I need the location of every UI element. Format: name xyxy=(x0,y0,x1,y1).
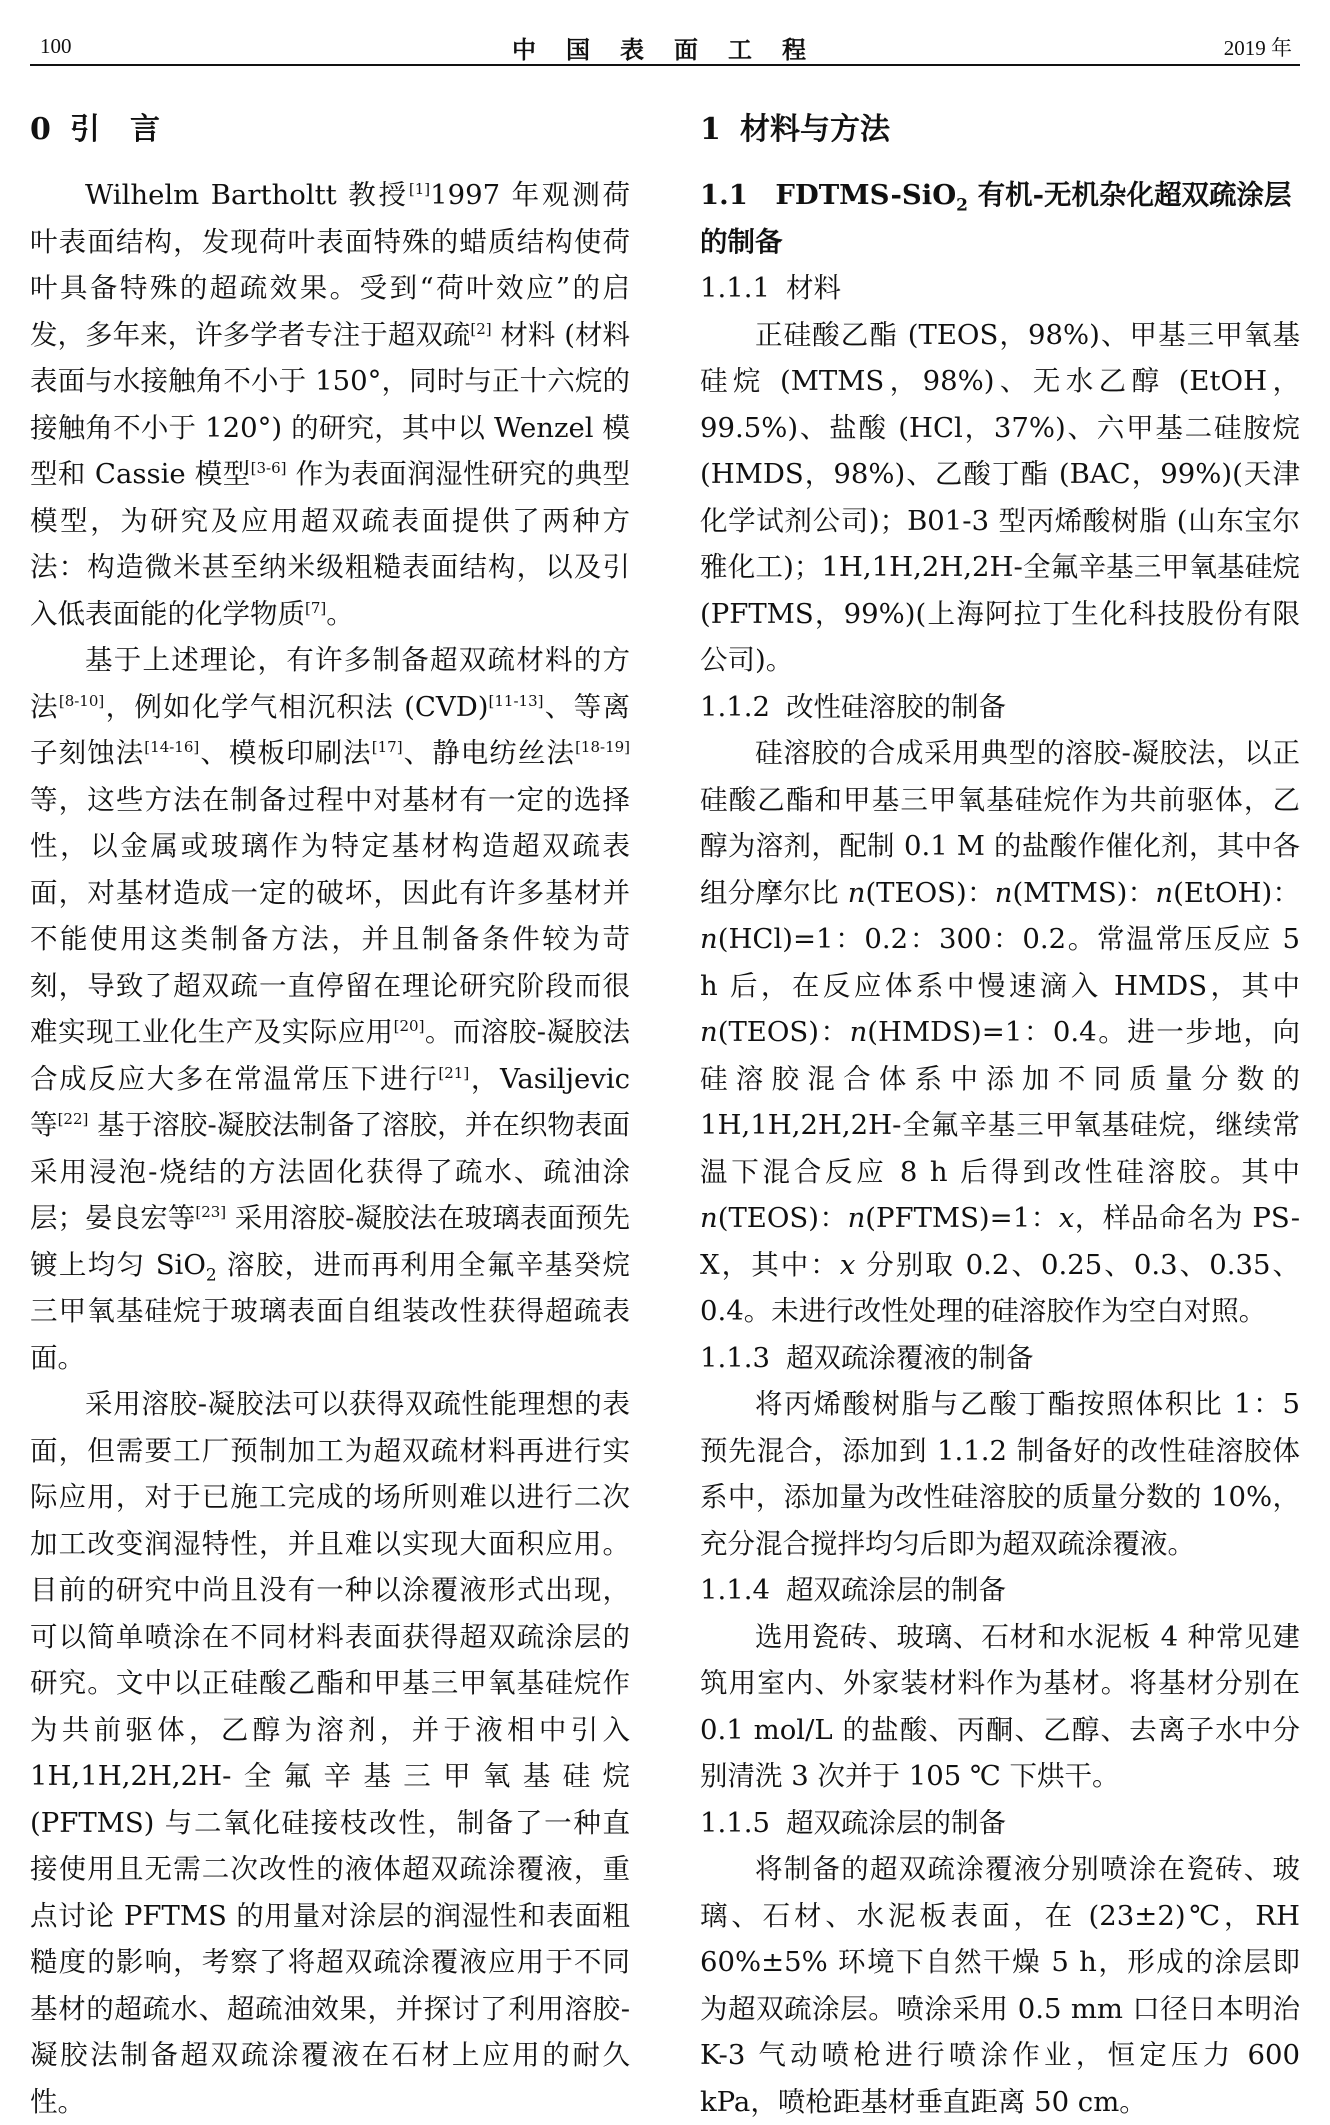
citation[interactable]: [17] xyxy=(371,737,403,756)
publication-year: 2019 年 xyxy=(1223,36,1292,60)
section-title-methods xyxy=(700,108,1300,152)
right-column xyxy=(700,108,1300,2125)
citation[interactable]: [18-19] xyxy=(575,737,631,756)
page-header xyxy=(30,24,1300,66)
intro-paragraph-2: 基于上述理论，有许多制备超双疏材料的方法[8-10]，例如化学气相沉积法 (CVD)[11-13]、等离子刻蚀法[14-16]、模板印刷法[17]、静电纺丝法[18-19]等，这些方法在制备过程中对基材有一定的选择性，以金属或玻璃作为特定基材构造超双疏表面，对基材造成一定的破坏，因此有许多基材并不能使用这类制备方法，并且制备条件较为苛刻，导致了超双疏一直停留在理论研究阶段而很难实现工业化生产及实际应用[20]。而溶胶-凝胶法合成反应大多在常温常压下进行[21]，Vasiljevic 等[22] 基于溶胶-凝胶法制备了溶胶，并在织物表面采用浸泡-烧结的方法固化获得了疏水、疏油涂层；晏良宏等[23] 采用溶胶-凝胶法在玻璃表面预先镀上均匀 SiO$_2$ 溶胶，进而再利用全氟辛基癸烷三甲氧基硅烷于玻璃表面自组装改性获得超疏表面。 xyxy=(30,644,631,1374)
subsubsection-title-1-1-2: 1.1.2 改性硅溶胶的制备 xyxy=(700,690,1006,723)
citation[interactable]: [1] xyxy=(408,179,431,198)
materials-paragraph: 正硅酸乙酯 (TEOS，98%)、甲基三甲氧基硅烷 (MTMS，98%)、无水乙醇 (EtOH，99.5%)、盐酸 (HCl，37%)、六甲基二硅胺烷 (HMDS，98%)、乙酸丁酯 (BAC，99%)(天津化学试剂公司)；B01-3 型丙烯酸树脂 (山东宝尔雅化工)；1H,1H,2H,2H-全氟辛基三甲氧基硅烷 (PFTMS，99%)(上海阿拉丁生化科技股份有限公司)。 xyxy=(700,318,1300,676)
subsubsection-title-1-1-4: 1.1.4 超双疏涂层的制备 xyxy=(700,1574,1006,1606)
intro-paragraph-3: 采用溶胶-凝胶法可以获得双疏性能理想的表面，但需要工厂预制加工为超双疏材料再进行实际应用，对于已施工完成的场所则难以进行二次加工改变润湿特性，并且难以实现大面积应用。目前的研究中尚且没有一种以涂覆液形式出现，可以简单喷涂在不同材料表面获得超双疏涂层的研究。文中以正硅酸乙酯和甲基三甲氧基硅烷作为共前驱体，乙醇为溶剂，并于液相中引入 1H,1H,2H,2H-全氟辛基三甲氧基硅烷 (PFTMS) 与二氧化硅接枝改性，制备了一种直接使用且无需二次改性的液体超双疏涂覆液，重点讨论 PFTMS 的用量对涂层的润湿性和表面粗糙度的影响，考察了将超双疏涂覆液应用于不同基材的超疏水、超疏油效果，并探讨了利用溶胶-凝胶法制备超双疏涂覆液在石材上应用的耐久性。 xyxy=(30,1388,630,2118)
subsubsection-title-1-1-5: 1.1.5 超双疏涂层的制备 xyxy=(700,1806,1006,1839)
subsubsection-title-1-1-3: 1.1.3 超双疏涂覆液的制备 xyxy=(700,1341,1034,1374)
section-heading: 引 言 xyxy=(70,112,160,147)
subsection-title-1-1: 1.1 FDTMS-SiO$_2$ 有机-无机杂化超双疏涂层的制备 xyxy=(700,179,1292,258)
citation[interactable]: [20] xyxy=(393,1016,425,1035)
coating-liquid-paragraph: 将丙烯酸树脂与乙酸丁酯按照体积比 1：5 预先混合，添加到 1.1.2 制备好的改性硅溶胶体系中，添加量为改性硅溶胶的质量分数的 10%，充分混合搅拌均匀后即为超双疏涂覆液。 xyxy=(700,1388,1300,1560)
spray-coating-paragraph: 将制备的超双疏涂覆液分别喷涂在瓷砖、玻璃、石材、水泥板表面，在 (23±2)℃，RH 60%±5% 环境下自然干燥 5 h，形成的涂层即为超双疏涂层。喷涂采用 0.5 mm 口径日本明治 K-3 气动喷枪进行喷涂作业，恒定压力 600 kPa，喷枪距基材垂直距离 50 cm。 xyxy=(700,1853,1300,2118)
citation[interactable]: [23] xyxy=(195,1202,227,1221)
citation[interactable]: [11-13] xyxy=(488,691,544,710)
citation[interactable]: [22] xyxy=(57,1109,89,1128)
section-number: 1 xyxy=(700,112,721,147)
citation[interactable]: [7] xyxy=(305,598,327,617)
section-heading: 材料与方法 xyxy=(740,112,890,147)
subsubsection-title-1-1-1: 1.1.1 材料 xyxy=(700,272,841,304)
left-column xyxy=(30,108,630,2125)
citation[interactable]: [8-10] xyxy=(58,691,105,710)
section-title-introduction xyxy=(30,108,630,152)
citation[interactable]: [3-6] xyxy=(250,458,287,477)
journal-title: 中 国 表 面 工 程 xyxy=(512,38,818,64)
substrate-paragraph: 选用瓷砖、玻璃、石材和水泥板 4 种常见建筑用室内、外家装材料作为基材。将基材分别在 0.1 mol/L 的盐酸、丙酮、乙醇、去离子水中分别清洗 3 次并于 105 ℃ 下烘干。 xyxy=(700,1620,1300,1792)
intro-paragraph-1: Wilhelm Bartholtt 教授[1]1997 年观测荷叶表面结构，发现荷叶表面特殊的蜡质结构使荷叶具备特殊的超疏效果。受到“荷叶效应”的启发，多年来，许多学者专注于超双疏[2] 材料 (材料表面与水接触角不小于 150°，同时与正十六烷的接触角不小于 120°) 的研究，其中以 Wenzel 模型和 Cassie 模型[3-6] 作为表面润湿性研究的典型模型，为研究及应用超双疏表面提供了两种方法：构造微米甚至纳米级粗糙表面结构，以及引入低表面能的化学物质[7]。 xyxy=(30,179,630,630)
citation[interactable]: [14-16] xyxy=(144,737,200,756)
citation[interactable]: [2] xyxy=(470,319,492,338)
citation[interactable]: [21] xyxy=(438,1063,470,1082)
page-number: 100 xyxy=(40,34,72,58)
silica-sol-paragraph: 硅溶胶的合成采用典型的溶胶-凝胶法，以正硅酸乙酯和甲基三甲氧基硅烷作为共前驱体，乙醇为溶剂，配制 0.1 M 的盐酸作催化剂，其中各组分摩尔比 n(TEOS)：n(MTMS)：n(EtOH)：n(HCl)=1：0.2：300：0.2。常温常压反应 5 h 后，在反应体系中慢速滴入 HMDS，其中 n(TEOS)：n(HMDS)=1：0.4。进一步地，向硅溶胶混合体系中添加不同质量分数的 1H,1H,2H,2H-全氟辛基三甲氧基硅烷，继续常温下混合反应 8 h 后得到改性硅溶胶。其中 n(TEOS)：n(PFTMS)=1：x，样品命名为 PS-X，其中：x 分别取 0.2、0.25、0.3、0.35、0.4。未进行改性处理的硅溶胶作为空白对照。 xyxy=(700,737,1300,1327)
section-number: 0 xyxy=(30,112,51,147)
